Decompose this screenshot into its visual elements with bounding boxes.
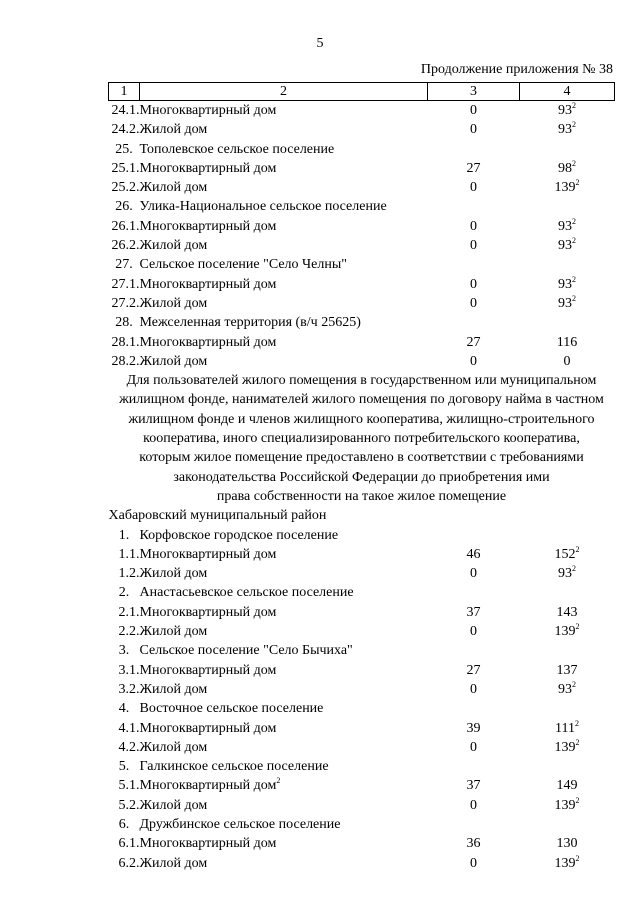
value-col-4-footnote: 2 <box>572 274 576 284</box>
section-number: 2. <box>118 585 130 601</box>
value-col-4: 139 <box>554 180 576 196</box>
value-col-3: 0 <box>470 797 477 813</box>
value-col-3: 0 <box>470 624 477 640</box>
table-row <box>109 352 615 371</box>
note-line: кооператива, иного специализированного потребительского кооператива, <box>143 431 580 447</box>
section-title: Межселенная территория (в/ч 25625) <box>139 315 361 331</box>
housing-type-cell <box>140 854 428 873</box>
housing-type-cell <box>140 333 428 352</box>
table-row <box>109 834 615 853</box>
housing-type: Жилой дом <box>139 739 208 755</box>
note-line: жилищном фонде и членов жилищного кооператива, жилищно-строительного <box>128 411 595 427</box>
value-col-4-cell <box>520 236 615 255</box>
value-col-3: 36 <box>466 836 481 852</box>
section-row <box>109 526 615 545</box>
district-row <box>109 506 615 525</box>
housing-type-cell <box>140 796 428 815</box>
housing-type-cell <box>140 603 428 622</box>
value-col-4: 152 <box>554 546 576 562</box>
value-col-4-footnote: 2 <box>572 216 576 226</box>
value-col-4: 98 <box>558 160 572 176</box>
housing-type: Многоквартирный дом <box>139 276 277 292</box>
row-number: 28.2. <box>111 353 140 369</box>
section-number: 26. <box>115 199 133 215</box>
housing-type-cell <box>140 120 428 139</box>
row-number: 26.1. <box>111 218 140 234</box>
housing-type-cell <box>140 661 428 680</box>
value-col-4-cell <box>520 217 615 236</box>
value-col-4: 0 <box>563 353 571 369</box>
note-row <box>109 371 615 506</box>
value-col-4-cell <box>520 661 615 680</box>
row-number: 4.2. <box>118 739 140 755</box>
page-number: 5 <box>316 36 324 51</box>
row-number: 3.1. <box>118 662 140 678</box>
value-col-4-footnote: 2 <box>575 795 580 805</box>
value-col-4-cell <box>520 564 615 583</box>
value-col-4-cell <box>520 294 615 313</box>
housing-type-cell <box>140 834 428 853</box>
housing-type: Жилой дом <box>139 238 208 254</box>
value-col-3: 0 <box>470 681 477 697</box>
district-title: Хабаровский муниципальный район <box>108 508 327 524</box>
table-row <box>109 217 615 236</box>
value-col-4: 139 <box>554 739 576 755</box>
section-title: Дружбинское сельское поселение <box>139 816 341 832</box>
table-row <box>109 622 615 641</box>
value-col-3: 0 <box>470 566 477 582</box>
value-col-4-footnote: 2 <box>572 293 576 303</box>
housing-type: Жилой дом <box>139 855 208 871</box>
value-col-3: 0 <box>470 855 477 871</box>
value-col-4-cell <box>520 159 615 178</box>
note-text <box>109 371 615 506</box>
value-col-4: 93 <box>558 276 572 292</box>
row-number: 26.2. <box>111 238 140 254</box>
note-line: права собственности на такое жилое помещение <box>216 488 507 504</box>
housing-type-cell <box>140 294 428 313</box>
value-col-4: 143 <box>556 604 578 620</box>
value-col-4: 149 <box>556 778 578 794</box>
row-number: 25.2. <box>111 180 140 196</box>
value-col-3: 0 <box>470 180 477 196</box>
row-number: 1.2. <box>118 566 140 582</box>
row-number: 3.2. <box>118 681 140 697</box>
table-row <box>109 680 615 699</box>
value-col-4-cell <box>520 178 615 197</box>
table-body-part2 <box>109 526 615 873</box>
table-row <box>109 236 615 255</box>
housing-type-cell <box>140 178 428 197</box>
section-number: 3. <box>118 643 130 659</box>
housing-type-cell <box>140 217 428 236</box>
housing-type-footnote: 2 <box>276 776 281 786</box>
housing-type-cell <box>140 101 428 121</box>
value-col-4-footnote: 2 <box>575 178 580 188</box>
section-row <box>109 197 615 216</box>
row-number: 5.2. <box>118 797 140 813</box>
value-col-4: 93 <box>558 122 572 138</box>
housing-type-cell <box>140 680 428 699</box>
value-col-4: 139 <box>554 797 576 813</box>
value-col-4-cell <box>520 275 615 294</box>
value-col-4-footnote: 2 <box>572 158 576 168</box>
note-block <box>109 371 615 525</box>
table-row <box>109 275 615 294</box>
section-number: 27. <box>115 257 133 273</box>
value-col-3: 37 <box>466 604 481 620</box>
table-row <box>109 120 615 139</box>
row-number: 24.2. <box>111 122 140 138</box>
section-title: Улика-Национальное сельское поселение <box>139 199 387 215</box>
housing-type: Жилой дом <box>139 122 208 138</box>
housing-type-cell <box>140 564 428 583</box>
housing-type: Жилой дом <box>139 797 208 813</box>
housing-type: Жилой дом <box>139 566 208 582</box>
section-title: Анастасьевское сельское поселение <box>139 585 354 601</box>
value-col-3: 0 <box>470 122 477 138</box>
value-col-3: 0 <box>470 238 477 254</box>
value-col-4: 93 <box>558 218 572 234</box>
table-row <box>109 545 615 564</box>
value-col-4-footnote: 2 <box>575 853 580 863</box>
value-col-4: 93 <box>558 566 572 582</box>
value-col-3: 39 <box>466 720 481 736</box>
row-number: 4.1. <box>118 720 140 736</box>
value-col-4-footnote: 2 <box>575 622 580 632</box>
value-col-3: 27 <box>466 334 481 350</box>
housing-type: Многоквартирный дом <box>139 334 277 350</box>
value-col-4-cell <box>520 101 615 121</box>
housing-type: Многоквартирный дом <box>139 604 277 620</box>
value-col-3: 0 <box>470 295 477 311</box>
value-col-3: 0 <box>470 103 477 118</box>
value-col-4: 130 <box>556 836 578 852</box>
value-col-4-footnote: 2 <box>572 236 576 246</box>
row-number: 2.2. <box>118 624 140 640</box>
section-row <box>109 313 615 332</box>
section-number: 4. <box>118 701 130 717</box>
header-col-1: 1 <box>109 83 140 101</box>
section-row <box>109 140 615 159</box>
tariff-table <box>108 82 615 873</box>
value-col-4-cell <box>520 680 615 699</box>
row-number: 28.1. <box>111 334 140 350</box>
row-number: 27.2. <box>111 295 140 311</box>
housing-type: Жилой дом <box>139 624 208 640</box>
continuation-caption: Продолжение приложения № 38 <box>420 62 613 77</box>
value-col-4-cell <box>520 719 615 738</box>
header-col-2: 2 <box>140 83 428 101</box>
section-row <box>109 699 615 718</box>
value-col-4-footnote: 2 <box>572 101 576 110</box>
housing-type-cell <box>140 236 428 255</box>
value-col-3: 27 <box>466 662 481 678</box>
section-title: Корфовское городское поселение <box>139 527 339 543</box>
housing-type-cell <box>140 776 428 795</box>
value-col-4-cell <box>520 854 615 873</box>
value-col-3: 37 <box>466 778 481 794</box>
note-line: которым жилое помещение предоставлено в соответствии с требованиями <box>139 450 584 466</box>
housing-type: Многоквартирный дом <box>139 546 277 562</box>
housing-type: Многоквартирный дом <box>139 103 277 118</box>
value-col-3: 0 <box>470 218 477 234</box>
note-line: Для пользователей жилого помещения в государственном или муниципальном <box>126 373 597 389</box>
row-number: 1.1. <box>118 546 140 562</box>
table-row <box>109 294 615 313</box>
section-title: Галкинское сельское поселение <box>139 759 329 775</box>
value-col-4: 93 <box>558 238 572 254</box>
housing-type: Жилой дом <box>139 681 208 697</box>
table-body-part1 <box>109 101 615 372</box>
value-col-4-cell <box>520 603 615 622</box>
housing-type-cell <box>140 738 428 757</box>
note-line: законодательства Российской Федерации до приобретения ими <box>173 469 550 485</box>
table-row <box>109 719 615 738</box>
value-col-4-footnote: 2 <box>574 718 579 728</box>
value-col-4: 93 <box>558 295 572 311</box>
value-col-4-cell <box>520 776 615 795</box>
value-col-4: 116 <box>556 334 578 350</box>
table-row <box>109 796 615 815</box>
housing-type-cell <box>140 545 428 564</box>
value-col-4-cell <box>520 738 615 757</box>
value-col-3: 0 <box>470 353 477 369</box>
value-col-4: 137 <box>556 662 578 678</box>
value-col-4-cell <box>520 796 615 815</box>
section-title: Сельское поселение "Село Бычиха" <box>139 643 353 659</box>
table-row <box>109 564 615 583</box>
table-row <box>109 178 615 197</box>
section-title: Тополевское сельское поселение <box>139 141 335 157</box>
value-col-3: 0 <box>470 739 477 755</box>
section-number: 5. <box>118 759 130 775</box>
value-col-4-footnote: 2 <box>572 120 576 130</box>
table-header-row <box>109 83 615 101</box>
value-col-4: 139 <box>554 624 576 640</box>
value-col-3: 27 <box>466 160 481 176</box>
housing-type: Жилой дом <box>139 180 208 196</box>
section-row <box>109 255 615 274</box>
value-col-4-cell <box>520 834 615 853</box>
row-number: 24.1. <box>111 103 140 118</box>
table-row <box>109 776 615 795</box>
value-col-3: 46 <box>466 546 481 562</box>
value-col-4-cell <box>520 352 615 371</box>
table-row <box>109 101 615 121</box>
housing-type-cell <box>140 159 428 178</box>
section-number: 6. <box>118 816 130 832</box>
housing-type: Многоквартирный дом <box>139 720 277 736</box>
housing-type-cell <box>140 622 428 641</box>
table-row <box>109 159 615 178</box>
row-number: 25.1. <box>111 160 140 176</box>
section-row <box>109 815 615 834</box>
section-number: 1. <box>118 527 130 543</box>
housing-type-cell <box>140 275 428 294</box>
value-col-4-cell <box>520 622 615 641</box>
value-col-4: 139 <box>554 855 576 871</box>
header-col-3: 3 <box>428 83 520 101</box>
value-col-4-footnote: 2 <box>575 737 580 747</box>
table-row <box>109 661 615 680</box>
housing-type: Жилой дом <box>139 353 208 369</box>
value-col-4: 93 <box>558 103 572 118</box>
value-col-4-footnote: 2 <box>572 564 576 574</box>
section-title: Сельское поселение "Село Челны" <box>139 257 347 273</box>
section-row <box>109 641 615 660</box>
housing-type: Жилой дом <box>139 295 208 311</box>
section-row <box>109 757 615 776</box>
value-col-4-cell <box>520 545 615 564</box>
value-col-4-footnote: 2 <box>572 679 576 689</box>
row-number: 2.1. <box>118 604 140 620</box>
row-number: 6.2. <box>118 855 140 871</box>
table-row <box>109 738 615 757</box>
housing-type: Многоквартирный дом <box>139 218 277 234</box>
housing-type: Многоквартирный дом <box>139 160 277 176</box>
row-number: 6.1. <box>118 836 140 852</box>
value-col-4-cell <box>520 120 615 139</box>
value-col-4-cell <box>520 333 615 352</box>
section-number: 25. <box>115 141 133 157</box>
value-col-4-footnote: 2 <box>575 544 580 554</box>
section-number: 28. <box>115 315 133 331</box>
table-row <box>109 333 615 352</box>
row-number: 5.1. <box>118 778 140 794</box>
value-col-3: 0 <box>470 276 477 292</box>
housing-type-cell <box>140 719 428 738</box>
table-row <box>109 603 615 622</box>
section-title: Восточное сельское поселение <box>139 701 324 717</box>
value-col-4: 111 <box>555 720 575 736</box>
note-line: жилищном фонде, нанимателей жилого помещения по договору найма в частном <box>119 392 604 408</box>
value-col-4: 93 <box>558 681 572 697</box>
housing-type: Многоквартирный дом <box>139 778 277 794</box>
housing-type: Многоквартирный дом <box>139 836 277 852</box>
housing-type-cell <box>140 352 428 371</box>
header-col-4: 4 <box>520 83 615 101</box>
row-number: 27.1. <box>111 276 140 292</box>
housing-type: Многоквартирный дом <box>139 662 277 678</box>
table-row <box>109 854 615 873</box>
section-row <box>109 583 615 602</box>
